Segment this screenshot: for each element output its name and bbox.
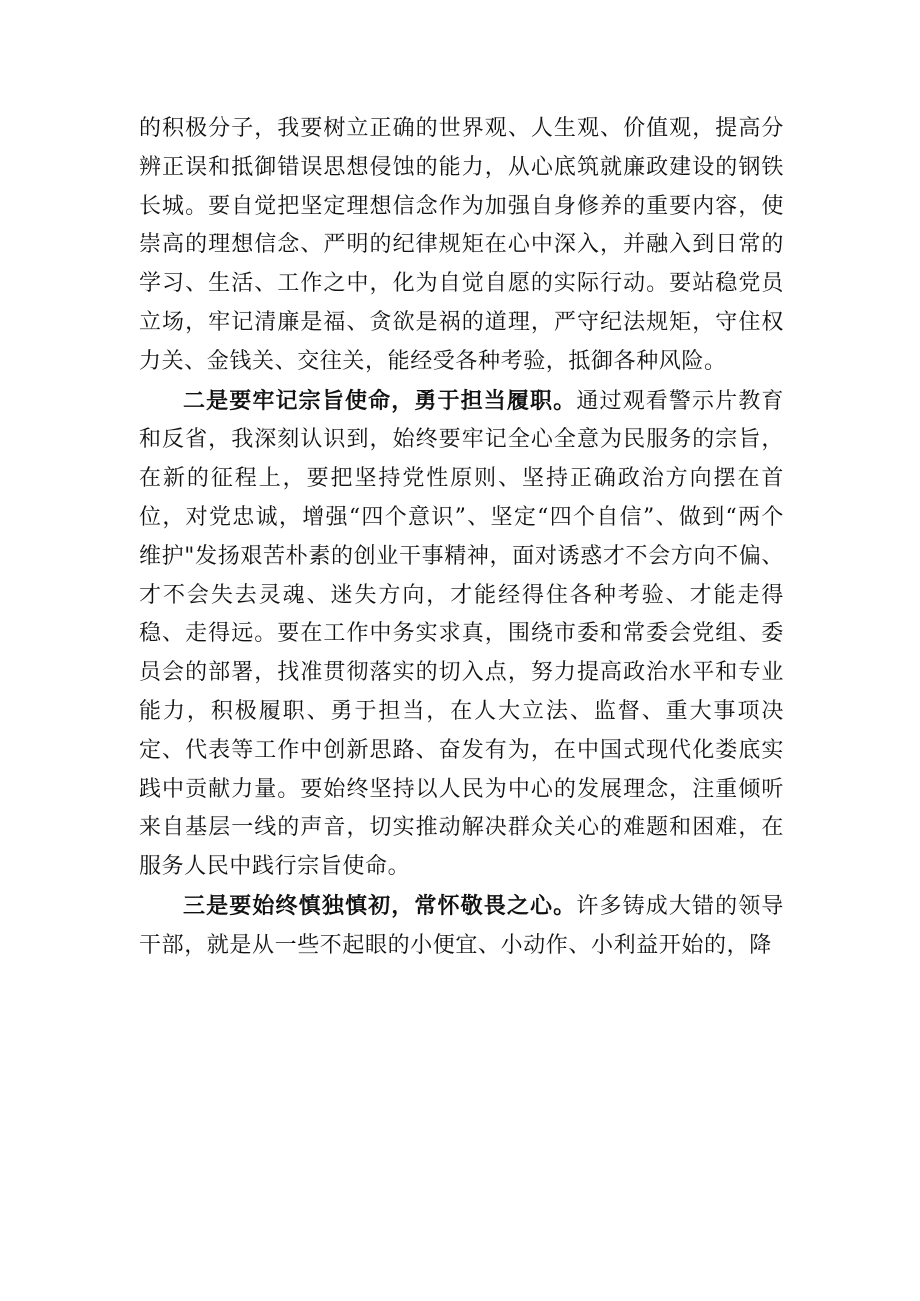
paragraph-2-heading: 二是要牢记宗旨使命，勇于担当履职。	[183, 387, 577, 414]
paragraph-3	[139, 887, 784, 966]
document-body	[139, 110, 784, 966]
paragraph-3-heading: 三是要始终慎独慎初，常怀敬畏之心。	[183, 892, 577, 919]
paragraph-1	[139, 110, 784, 382]
paragraph-3-text: 许多铸成大错的领导干部，就是从一些不起眼的小便宜、小动作、小利益开始的，降	[139, 893, 784, 958]
paragraph-1-text: 的积极分子，我要树立正确的世界观、人生观、价值观，提高分辨正误和抵御错误思想侵蚀的能力，从心底筑就廉政建设的钢铁长城。要自觉把坚定理想信念作为加强自身修养的重要内容，使崇高的理想信念、严明的纪律规矩在心中深入，并融入到日常的学习、生活、工作之中，化为自觉自愿的实际行动。要站稳党员立场，牢记清廉是福、贪欲是祸的道理，严守纪法规矩，守住权力关、金钱关、交往关，能经受各种考验，抵御各种风险。	[139, 116, 784, 374]
paragraph-2-text: 通过观看警示片教育和反省，我深刻认识到，始终要牢记全心全意为民服务的宗旨，在新的征程上，要把坚持党性原则、坚持正确政治方向摆在首位，对党忠诚，增强“四个意识”、坚定“四个自信”、做到“两个维护"发扬艰苦朴素的创业干事精神，面对诱惑才不会方向不偏、才不会失去灵魂、迷失方向，才能经得住各种考验、才能走得稳、走得远。要在工作中务实求真，围绕市委和常委会党组、委员会的部署，找准贯彻落实的切入点，努力提高政治水平和专业能力，积极履职、勇于担当，在人大立法、监督、重大事项决定、代表等工作中创新思路、奋发有为，在中国式现代化娄底实践中贡献力量。要始终坚持以人民为中心的发展理念，注重倾听来自基层一线的声音，切实推动解决群众关心的难题和困难，在服务人民中践行宗旨使命。	[139, 388, 784, 880]
paragraph-2	[139, 382, 784, 887]
